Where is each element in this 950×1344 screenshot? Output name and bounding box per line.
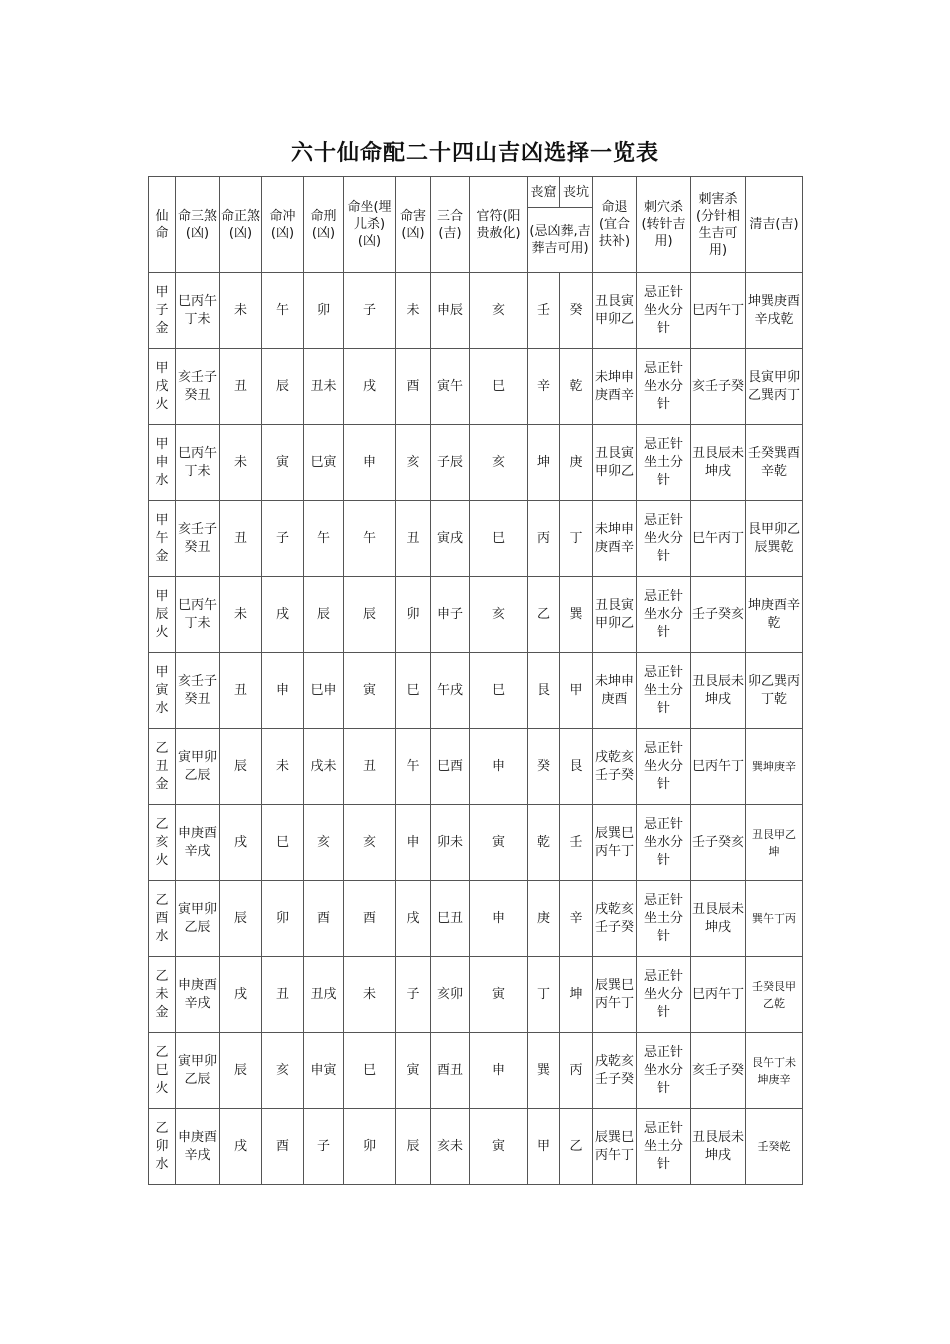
cell-xing: 亥 (304, 805, 344, 881)
table-row (149, 425, 803, 501)
cell-cixue: 忌正针坐水分针 (637, 349, 691, 425)
cell-guanfu: 申 (470, 881, 528, 957)
header-xing: 命刑(凶) (304, 177, 344, 273)
cell-hai: 卯 (396, 577, 431, 653)
cell-sangku: 艮 (528, 653, 560, 729)
cell-sangku: 癸 (528, 729, 560, 805)
cell-hai: 酉 (396, 349, 431, 425)
cell-sansha: 申庚酉辛戌 (176, 805, 220, 881)
cell-guanfu: 寅 (470, 805, 528, 881)
cell-ming: 乙未金 (149, 957, 176, 1033)
cell-sanhe: 子辰 (431, 425, 470, 501)
cell-sanhe: 午戌 (431, 653, 470, 729)
cell-xing: 辰 (304, 577, 344, 653)
cell-guanfu: 巳 (470, 653, 528, 729)
cell-cixue: 忌正针坐土分针 (637, 1109, 691, 1185)
cell-sanhe: 申辰 (431, 273, 470, 349)
cell-xing: 卯 (304, 273, 344, 349)
header-sansha: 命三煞(凶) (176, 177, 220, 273)
cell-cixue: 忌正针坐土分针 (637, 425, 691, 501)
cell-guanfu: 申 (470, 1033, 528, 1109)
cell-cixue: 忌正针坐水分针 (637, 1033, 691, 1109)
cell-qingji: 壬癸乾 (746, 1109, 803, 1185)
cell-xing: 丑戌 (304, 957, 344, 1033)
cell-zuo: 未 (344, 957, 396, 1033)
cell-ming: 甲寅水 (149, 653, 176, 729)
cell-zuo: 戌 (344, 349, 396, 425)
cell-qingji: 艮甲卯乙辰巽乾 (746, 501, 803, 577)
cell-qingji: 壬癸巽酉辛乾 (746, 425, 803, 501)
cell-qingji: 巽午丁丙 (746, 881, 803, 957)
cell-xing: 申寅 (304, 1033, 344, 1109)
cell-qingji: 坤巽庚酉辛戌乾 (746, 273, 803, 349)
cell-xing: 酉 (304, 881, 344, 957)
cell-sangkeng: 丙 (560, 1033, 593, 1109)
cell-cixue: 忌正针坐土分针 (637, 881, 691, 957)
cell-xing: 巳申 (304, 653, 344, 729)
header-chong: 命冲(凶) (262, 177, 304, 273)
header-qingji: 清吉(吉) (746, 177, 803, 273)
table-row (149, 1033, 803, 1109)
page-title: 六十仙命配二十四山吉凶选择一览表 (290, 140, 659, 166)
cell-xing: 戌未 (304, 729, 344, 805)
cell-hai: 未 (396, 273, 431, 349)
cell-ming: 甲午金 (149, 501, 176, 577)
cell-sangku: 庚 (528, 881, 560, 957)
cell-chong: 卯 (262, 881, 304, 957)
cell-sanhe: 亥未 (431, 1109, 470, 1185)
cell-sansha: 申庚酉辛戌 (176, 1109, 220, 1185)
cell-guanfu: 寅 (470, 1109, 528, 1185)
cell-cihai: 丑艮辰未坤戌 (691, 425, 746, 501)
cell-guanfu: 巳 (470, 349, 528, 425)
cell-zhengsha: 丑 (220, 653, 262, 729)
cell-zuo: 午 (344, 501, 396, 577)
cell-sanhe: 卯未 (431, 805, 470, 881)
cell-guanfu: 亥 (470, 577, 528, 653)
header-cixue: 刺穴杀(转针吉用) (637, 177, 691, 273)
cell-sangkeng: 艮 (560, 729, 593, 805)
cell-qingji: 艮寅甲卯乙巽丙丁 (746, 349, 803, 425)
cell-zhengsha: 戌 (220, 957, 262, 1033)
cell-zhengsha: 未 (220, 425, 262, 501)
cell-sansha: 巳丙午丁未 (176, 577, 220, 653)
cell-chong: 寅 (262, 425, 304, 501)
cell-sansha: 亥壬子癸丑 (176, 653, 220, 729)
cell-tui: 戌乾亥壬子癸 (593, 1033, 637, 1109)
cell-zhengsha: 辰 (220, 729, 262, 805)
cell-sansha: 亥壬子癸丑 (176, 501, 220, 577)
cell-tui: 辰巽巳丙午丁 (593, 1109, 637, 1185)
cell-sansha: 申庚酉辛戌 (176, 957, 220, 1033)
cell-cixue: 忌正针坐火分针 (637, 957, 691, 1033)
cell-zuo: 寅 (344, 653, 396, 729)
header-row (149, 177, 803, 208)
header-zuo: 命坐(埋儿杀)(凶) (344, 177, 396, 273)
cell-sanhe: 酉丑 (431, 1033, 470, 1109)
header-xianming: 仙命 (149, 177, 176, 273)
cell-hai: 午 (396, 729, 431, 805)
cell-ming: 乙亥火 (149, 805, 176, 881)
cell-zhengsha: 辰 (220, 1033, 262, 1109)
cell-chong: 子 (262, 501, 304, 577)
table-row (149, 653, 803, 729)
cell-sansha: 寅甲卯乙辰 (176, 881, 220, 957)
cell-cihai: 巳丙午丁 (691, 729, 746, 805)
cell-sansha: 寅甲卯乙辰 (176, 1033, 220, 1109)
cell-sanhe: 亥卯 (431, 957, 470, 1033)
cell-guanfu: 亥 (470, 425, 528, 501)
header-sangkeng: 丧坑 (560, 177, 593, 208)
table-row (149, 273, 803, 349)
cell-chong: 午 (262, 273, 304, 349)
cell-zhengsha: 丑 (220, 501, 262, 577)
cell-cixue: 忌正针坐土分针 (637, 653, 691, 729)
cell-hai: 申 (396, 805, 431, 881)
cell-hai: 戌 (396, 881, 431, 957)
cell-cihai: 丑艮辰未坤戌 (691, 653, 746, 729)
cell-hai: 子 (396, 957, 431, 1033)
cell-guanfu: 亥 (470, 273, 528, 349)
cell-zuo: 巳 (344, 1033, 396, 1109)
cell-sangkeng: 乙 (560, 1109, 593, 1185)
cell-sanhe: 寅戌 (431, 501, 470, 577)
cell-tui: 未坤申庚酉辛 (593, 349, 637, 425)
cell-cihai: 巳丙午丁 (691, 957, 746, 1033)
cell-guanfu: 申 (470, 729, 528, 805)
cell-tui: 丑艮寅甲卯乙 (593, 577, 637, 653)
cell-sangkeng: 癸 (560, 273, 593, 349)
cell-cihai: 亥壬子癸 (691, 1033, 746, 1109)
cell-zhengsha: 戌 (220, 1109, 262, 1185)
cell-sangkeng: 壬 (560, 805, 593, 881)
cell-ming: 乙丑金 (149, 729, 176, 805)
table-row (149, 805, 803, 881)
cell-ming: 乙卯水 (149, 1109, 176, 1185)
cell-sangku: 巽 (528, 1033, 560, 1109)
selection-table (148, 176, 803, 1185)
cell-chong: 巳 (262, 805, 304, 881)
cell-cihai: 丑艮辰未坤戌 (691, 881, 746, 957)
table-row (149, 881, 803, 957)
cell-sansha: 寅甲卯乙辰 (176, 729, 220, 805)
cell-cihai: 巳丙午丁 (691, 273, 746, 349)
table-row (149, 729, 803, 805)
cell-qingji: 坤庚酉辛乾 (746, 577, 803, 653)
cell-xing: 丑未 (304, 349, 344, 425)
cell-zuo: 丑 (344, 729, 396, 805)
cell-cihai: 丑艮辰未坤戌 (691, 1109, 746, 1185)
cell-sangku: 丁 (528, 957, 560, 1033)
cell-sanhe: 申子 (431, 577, 470, 653)
table-row (149, 349, 803, 425)
cell-ming: 乙巳火 (149, 1033, 176, 1109)
cell-sansha: 巳丙午丁未 (176, 273, 220, 349)
cell-zhengsha: 未 (220, 273, 262, 349)
cell-tui: 戌乾亥壬子癸 (593, 729, 637, 805)
cell-cixue: 忌正针坐火分针 (637, 501, 691, 577)
cell-tui: 未坤申庚酉 (593, 653, 637, 729)
cell-cihai: 亥壬子癸 (691, 349, 746, 425)
cell-chong: 申 (262, 653, 304, 729)
cell-ming: 乙酉水 (149, 881, 176, 957)
header-sang-note: (忌凶葬,吉葬吉可用) (528, 208, 593, 273)
cell-guanfu: 巳 (470, 501, 528, 577)
cell-zuo: 子 (344, 273, 396, 349)
cell-cihai: 壬子癸亥 (691, 805, 746, 881)
cell-chong: 亥 (262, 1033, 304, 1109)
header-cihai: 刺害杀(分针相生吉可用) (691, 177, 746, 273)
cell-zhengsha: 辰 (220, 881, 262, 957)
cell-hai: 亥 (396, 425, 431, 501)
cell-xing: 午 (304, 501, 344, 577)
cell-zhengsha: 戌 (220, 805, 262, 881)
cell-hai: 辰 (396, 1109, 431, 1185)
cell-ming: 甲辰火 (149, 577, 176, 653)
cell-zhengsha: 丑 (220, 349, 262, 425)
cell-qingji: 壬癸艮甲乙乾 (746, 957, 803, 1033)
cell-xing: 子 (304, 1109, 344, 1185)
cell-tui: 戌乾亥壬子癸 (593, 881, 637, 957)
cell-sangkeng: 丁 (560, 501, 593, 577)
cell-tui: 辰巽巳丙午丁 (593, 805, 637, 881)
cell-cihai: 壬子癸亥 (691, 577, 746, 653)
cell-hai: 丑 (396, 501, 431, 577)
header-tui: 命退(宜合扶补) (593, 177, 637, 273)
cell-sanhe: 寅午 (431, 349, 470, 425)
cell-sangku: 坤 (528, 425, 560, 501)
cell-sangkeng: 辛 (560, 881, 593, 957)
cell-cihai: 巳午丙丁 (691, 501, 746, 577)
cell-sangkeng: 甲 (560, 653, 593, 729)
cell-sangkeng: 乾 (560, 349, 593, 425)
cell-zhengsha: 未 (220, 577, 262, 653)
cell-sangku: 乾 (528, 805, 560, 881)
header-hai: 命害(凶) (396, 177, 431, 273)
header-zhengsha: 命正煞(凶) (220, 177, 262, 273)
cell-sangku: 甲 (528, 1109, 560, 1185)
cell-qingji: 丑艮甲乙坤 (746, 805, 803, 881)
cell-sangkeng: 庚 (560, 425, 593, 501)
cell-xing: 巳寅 (304, 425, 344, 501)
cell-guanfu: 寅 (470, 957, 528, 1033)
cell-sangku: 壬 (528, 273, 560, 349)
cell-zuo: 酉 (344, 881, 396, 957)
cell-cixue: 忌正针坐火分针 (637, 273, 691, 349)
cell-chong: 酉 (262, 1109, 304, 1185)
cell-chong: 丑 (262, 957, 304, 1033)
header-sangku: 丧窟 (528, 177, 560, 208)
cell-cixue: 忌正针坐水分针 (637, 805, 691, 881)
cell-ming: 甲子金 (149, 273, 176, 349)
cell-qingji: 艮午丁未坤庚辛 (746, 1033, 803, 1109)
cell-sansha: 巳丙午丁未 (176, 425, 220, 501)
cell-tui: 丑艮寅甲卯乙 (593, 273, 637, 349)
cell-chong: 辰 (262, 349, 304, 425)
cell-zuo: 辰 (344, 577, 396, 653)
cell-qingji: 巽坤庚辛 (746, 729, 803, 805)
table-row (149, 577, 803, 653)
cell-ming: 甲戌火 (149, 349, 176, 425)
cell-hai: 寅 (396, 1033, 431, 1109)
header-guanfu: 官符(阳贵赦化) (470, 177, 528, 273)
cell-zuo: 卯 (344, 1109, 396, 1185)
cell-qingji: 卯乙巽丙丁乾 (746, 653, 803, 729)
cell-cixue: 忌正针坐火分针 (637, 729, 691, 805)
cell-sangkeng: 坤 (560, 957, 593, 1033)
cell-sangkeng: 巽 (560, 577, 593, 653)
cell-sansha: 亥壬子癸丑 (176, 349, 220, 425)
cell-chong: 戌 (262, 577, 304, 653)
cell-sanhe: 巳酉 (431, 729, 470, 805)
cell-chong: 未 (262, 729, 304, 805)
cell-cixue: 忌正针坐水分针 (637, 577, 691, 653)
cell-sangku: 辛 (528, 349, 560, 425)
cell-sangku: 丙 (528, 501, 560, 577)
cell-ming: 甲申水 (149, 425, 176, 501)
cell-sangku: 乙 (528, 577, 560, 653)
table-row (149, 501, 803, 577)
cell-tui: 辰巽巳丙午丁 (593, 957, 637, 1033)
cell-tui: 丑艮寅甲卯乙 (593, 425, 637, 501)
header-sanhe: 三合(吉) (431, 177, 470, 273)
table-row (149, 957, 803, 1033)
table-row (149, 1109, 803, 1185)
cell-tui: 未坤申庚酉辛 (593, 501, 637, 577)
cell-hai: 巳 (396, 653, 431, 729)
cell-sanhe: 巳丑 (431, 881, 470, 957)
cell-zuo: 亥 (344, 805, 396, 881)
cell-zuo: 申 (344, 425, 396, 501)
